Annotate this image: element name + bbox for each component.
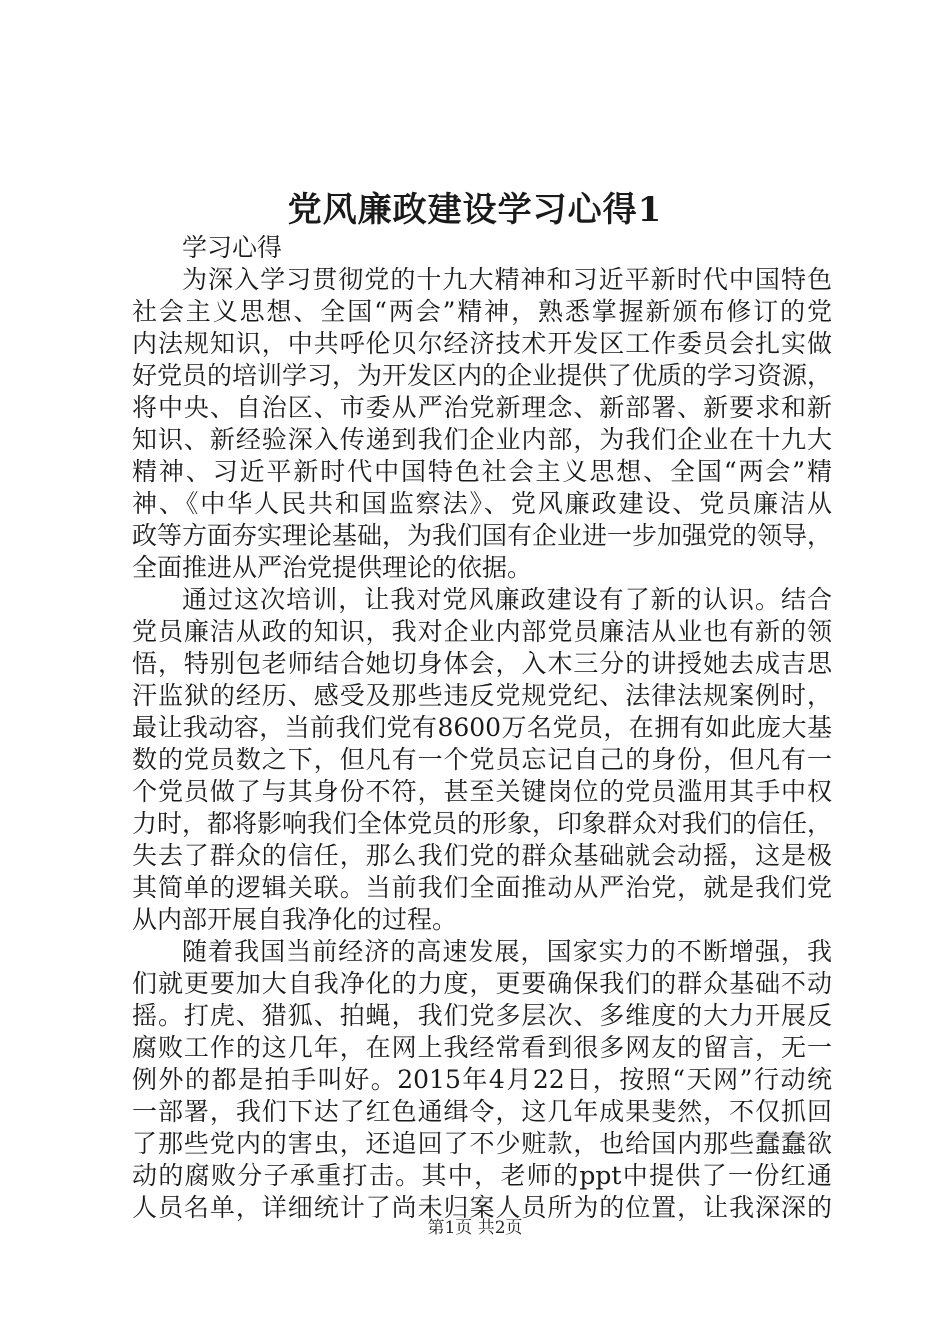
text-line: 党员廉洁从政的知识，我对企业内部党员廉洁从业也有新的领 xyxy=(132,617,832,646)
text-line: 通过这次培训，让我对党风廉政建设有了新的认识。结合 xyxy=(182,585,832,614)
text-line: 政等方面夯实理论基础，为我们国有企业进一步加强党的领导， xyxy=(132,521,832,550)
text-line: 们就更要加大自我净化的力度，更要确保我们的群众基础不动 xyxy=(132,969,832,998)
text-line: 数的党员数之下，但凡有一个党员忘记自己的身份，但凡有一 xyxy=(132,745,832,774)
text-line: 从内部开展自我净化的过程。 xyxy=(132,905,458,934)
section-heading: 学习心得 xyxy=(182,233,283,262)
text-line: 汗监狱的经历、感受及那些违反党规党纪、法律法规案例时， xyxy=(132,681,832,710)
text-line: 最让我动容，当前我们党有8600万名党员，在拥有如此庞大基 xyxy=(132,713,832,742)
text-line: 将中央、自治区、市委从严治党新理念、新部署、新要求和新 xyxy=(132,393,832,422)
text-line: 动的腐败分子承重打击。其中，老师的ppt中提供了一份红通 xyxy=(132,1161,832,1190)
document-title: 党风廉政建设学习心得1 xyxy=(287,190,663,230)
text-line: 为深入学习贯彻党的十九大精神和习近平新时代中国特色 xyxy=(182,265,832,294)
text-line: 人员名单，详细统计了尚未归案人员所为的位置，让我深深的 xyxy=(132,1193,832,1222)
document-body xyxy=(132,232,832,1224)
text-line: 社会主义思想、全国“两会”精神，熟悉掌握新颁布修订的党 xyxy=(132,297,832,326)
text-line: 摇。打虎、猎狐、拍蝇，我们党多层次、多维度的大力开展反 xyxy=(132,1001,832,1030)
text-line: 内法规知识，中共呼伦贝尔经济技术开发区工作委员会扎实做 xyxy=(132,329,832,358)
text-line: 全面推进从严治党提供理论的依据。 xyxy=(132,553,533,582)
text-line: 好党员的培训学习，为开发区内的企业提供了优质的学习资源， xyxy=(132,361,832,390)
text-line: 失去了群众的信任，那么我们党的群众基础就会动摇，这是极 xyxy=(132,841,832,870)
paragraph-lines xyxy=(132,264,832,1224)
text-line: 腐败工作的这几年，在网上我经常看到很多网友的留言，无一 xyxy=(132,1033,832,1062)
text-line: 悟，特别包老师结合她切身体会，入木三分的讲授她去成吉思 xyxy=(132,649,832,678)
text-line: 随着我国当前经济的高速发展，国家实力的不断增强，我 xyxy=(182,937,832,966)
text-line: 其简单的逻辑关联。当前我们全面推动从严治党，就是我们党 xyxy=(132,873,832,902)
text-line: 例外的都是拍手叫好。2015年4月22日，按照“天网”行动统 xyxy=(132,1065,832,1094)
text-line: 一部署，我们下达了红色通缉令，这几年成果斐然，不仅抓回 xyxy=(132,1097,832,1126)
text-line: 神、《中华人民共和国监察法》、党风廉政建设、党员廉洁从 xyxy=(132,489,832,518)
page-number-footer: 第1页 共2页 xyxy=(427,1218,523,1238)
text-line: 个党员做了与其身份不符，甚至关键岗位的党员滥用其手中权 xyxy=(132,777,832,806)
text-line: 精神、习近平新时代中国特色社会主义思想、全国“两会”精 xyxy=(132,457,832,486)
text-line: 力时，都将影响我们全体党员的形象，印象群众对我们的信任， xyxy=(132,809,832,838)
text-line: 知识、新经验深入传递到我们企业内部，为我们企业在十九大 xyxy=(132,425,832,454)
text-line: 了那些党内的害虫，还追回了不少赃款，也给国内那些蠢蠢欲 xyxy=(132,1129,832,1158)
